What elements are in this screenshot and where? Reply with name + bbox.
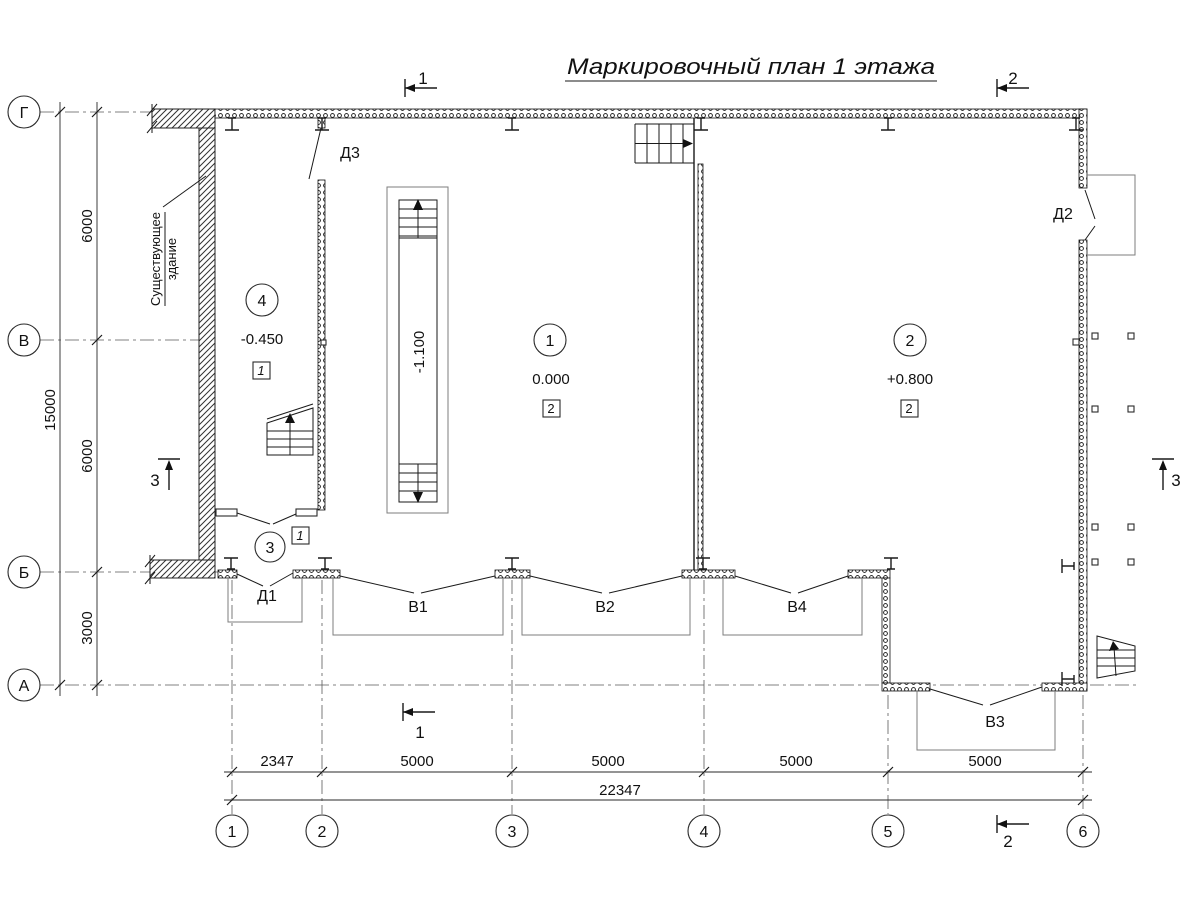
arrow-left-icon — [405, 84, 415, 92]
post — [1092, 406, 1098, 412]
column-b-1 — [224, 558, 238, 569]
section-2-top — [997, 69, 1029, 97]
pier-a-1 — [882, 683, 930, 691]
door-d3-label: Д3 — [340, 145, 360, 162]
walls — [215, 109, 1087, 691]
axis-label-2: 2 — [317, 824, 327, 841]
pier-b-2 — [293, 570, 340, 578]
dim-lines-bottom — [224, 772, 1092, 800]
pier-b-5 — [848, 570, 890, 578]
door-d2-swing — [1085, 190, 1095, 240]
room1-elevation: 0.000 — [532, 371, 570, 388]
room-marks — [230, 284, 942, 562]
arrow-up-icon — [1159, 460, 1167, 470]
existing-wall-bottom-stub — [150, 560, 215, 578]
arrow-left-icon — [997, 820, 1007, 828]
canopy-posts — [1092, 333, 1134, 565]
room4-elevation: -0.450 — [240, 331, 284, 348]
existing-building — [145, 104, 215, 584]
axis-label-b: Б — [18, 565, 30, 582]
existing-label-line1: Существующее — [148, 211, 163, 307]
door-d1-swing — [237, 573, 293, 586]
gate-v3-label: В3 — [985, 714, 1005, 731]
stair-room4-treads — [267, 404, 313, 455]
room2-number: 2 — [905, 333, 915, 350]
section-1-bottom-label: 1 — [415, 723, 425, 742]
room2-floor-type: 2 — [905, 401, 913, 416]
section-3-right-label: 3 — [1171, 471, 1181, 490]
room3-floor-type: 1 — [296, 528, 304, 543]
section-2-top-label: 2 — [1008, 69, 1018, 88]
arrow-down-icon — [413, 492, 423, 503]
page-title: Маркировочный план 1 этажа — [567, 54, 935, 79]
pit-elevation: -1.100 — [411, 330, 428, 374]
room4-number: 4 — [257, 293, 267, 310]
dim-left-seg-2: 6000 — [79, 439, 96, 473]
dim-bottom-total: 22347 — [599, 782, 641, 799]
section-1-top-label: 1 — [418, 69, 428, 88]
axis-circles-left — [8, 96, 40, 701]
door-room3-swing — [237, 513, 296, 524]
section-3-left-label: 3 — [150, 471, 160, 490]
existing-wall-vertical — [199, 128, 215, 560]
axis-label-1: 1 — [227, 824, 237, 841]
gate-v2-label: В2 — [595, 599, 615, 616]
room4-floor-type: 1 — [257, 363, 265, 378]
central-pit — [387, 187, 448, 513]
wall-right-upper — [1079, 109, 1087, 188]
post — [1092, 333, 1098, 339]
axis-label-g: Г — [19, 105, 29, 122]
column-top-1 — [225, 118, 239, 130]
axis-label-v: В — [18, 333, 30, 350]
wall-fixture-left — [321, 340, 326, 345]
door-d2-porch — [1087, 175, 1135, 255]
axis-label-3: 3 — [507, 824, 517, 841]
gate-v2-swing — [530, 576, 682, 593]
gate-v3-swing — [930, 687, 1042, 705]
column-b-5 — [884, 558, 898, 569]
existing-wall-top-stub — [152, 109, 215, 128]
column-top-3 — [505, 118, 519, 130]
dim-bottom-seg-4: 5000 — [779, 753, 813, 770]
pier-b-1 — [218, 570, 237, 578]
column-top-5 — [881, 118, 895, 130]
post — [1128, 333, 1134, 339]
door-room3-leaf-right — [296, 509, 317, 516]
column-b-3 — [505, 558, 519, 569]
door-d2-label: Д2 — [1053, 206, 1073, 223]
arrow-up-icon — [413, 199, 423, 210]
section-1-bottom — [403, 703, 435, 742]
column-top-2 — [315, 118, 329, 130]
door-d3-swing — [309, 128, 321, 179]
columns — [224, 118, 1083, 686]
dim-left-seg-1: 6000 — [79, 209, 96, 243]
column-top-4 — [694, 118, 708, 130]
wall-fixture-right — [1073, 339, 1079, 345]
post — [1092, 524, 1098, 530]
dim-left-total: 15000 — [42, 389, 59, 431]
title-block — [565, 54, 937, 81]
gate-v1-swing — [340, 576, 495, 593]
dim-bottom-seg-1: 2347 — [260, 753, 294, 770]
dim-left-seg-3: 3000 — [79, 611, 96, 645]
room1-number: 1 — [545, 333, 555, 350]
section-3-right — [1152, 459, 1181, 490]
arrow-left-icon — [403, 708, 413, 716]
column-b-2 — [318, 558, 332, 569]
room2-elevation: +0.800 — [886, 371, 934, 388]
pier-b-4 — [682, 570, 735, 578]
arrow-left-icon — [997, 84, 1007, 92]
gate-v1-label: В1 — [408, 599, 428, 616]
dimensions-left — [42, 102, 102, 696]
door-room3-leaf-left — [216, 509, 237, 516]
stair-top-wall — [635, 124, 694, 163]
arrow-up-icon — [165, 460, 173, 470]
wall-right-lower — [1079, 240, 1087, 691]
section-1-top — [405, 69, 437, 97]
axis-label-5: 5 — [883, 824, 893, 841]
wall-top — [215, 109, 1087, 118]
axis-label-a: А — [18, 678, 30, 695]
post — [1128, 406, 1134, 412]
dim-bottom-seg-5: 5000 — [968, 753, 1002, 770]
gate-v4-swing — [735, 576, 848, 593]
pier-a-2 — [1042, 683, 1087, 691]
doors-gates — [216, 128, 1135, 750]
post — [1092, 559, 1098, 565]
section-2-bottom — [997, 815, 1029, 851]
gate-v4-label: В4 — [787, 599, 807, 616]
dim-bottom-seg-2: 5000 — [400, 753, 434, 770]
post — [1128, 524, 1134, 530]
room3-number: 3 — [265, 540, 275, 557]
pier-b-3 — [495, 570, 530, 578]
section-3-left — [150, 459, 180, 490]
arrow-right-icon — [683, 139, 693, 148]
column-right-b — [1062, 559, 1074, 573]
stair-exterior-right — [1097, 636, 1135, 678]
dim-lines-left — [60, 102, 97, 696]
room1-floor-type: 2 — [547, 401, 555, 416]
wall-axis5-down — [882, 578, 890, 683]
post — [1128, 559, 1134, 565]
axis-label-6: 6 — [1078, 824, 1088, 841]
axis-label-4: 4 — [699, 824, 709, 841]
existing-label-line2: здание — [164, 237, 179, 281]
section-2-bottom-label: 2 — [1003, 832, 1013, 851]
section-marks — [150, 69, 1180, 851]
door-d1-label: Д1 — [257, 588, 277, 605]
partition-axis4-dotted — [698, 164, 703, 570]
dim-bottom-seg-3: 5000 — [591, 753, 625, 770]
dimensions-bottom — [224, 753, 1092, 805]
stair-room4 — [267, 404, 313, 455]
axis-circles-bottom — [216, 815, 1099, 847]
